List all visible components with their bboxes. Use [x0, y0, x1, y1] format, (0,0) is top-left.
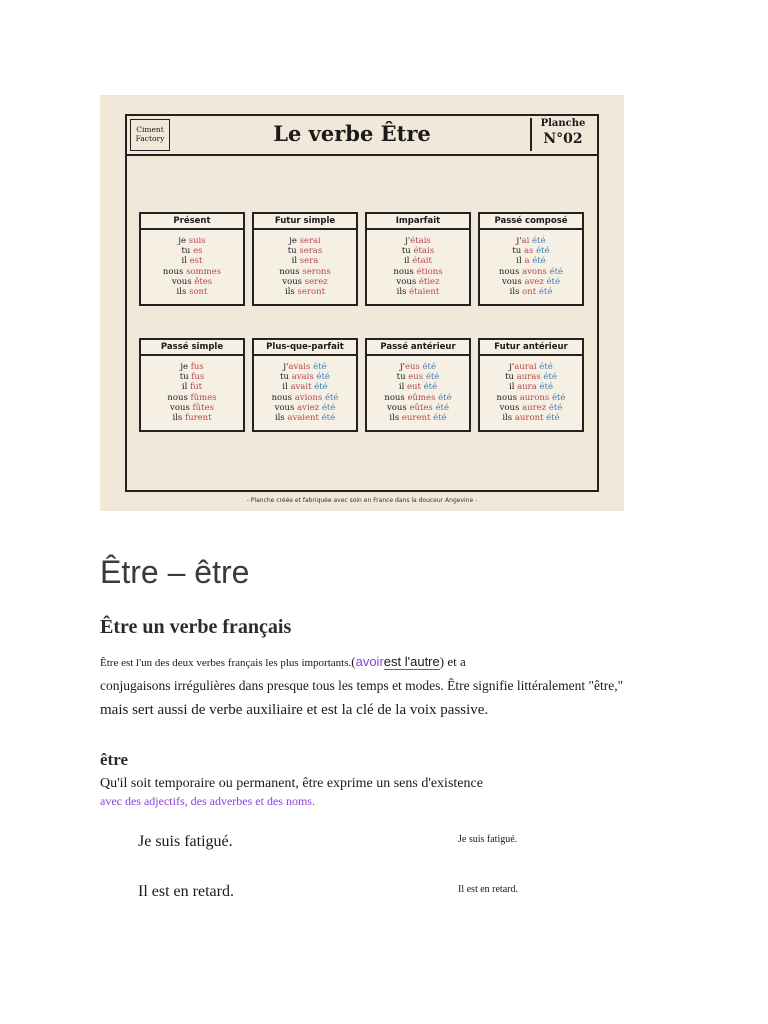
conjugation-line: vous aurez été — [499, 402, 563, 413]
noms-link[interactable]: noms. — [285, 794, 315, 808]
conjugation-line: tu auras été — [505, 372, 557, 383]
poster-frame — [125, 114, 599, 504]
page-title: Être – être — [100, 554, 250, 590]
poster-title: Le verbe Être — [273, 121, 431, 146]
conjugation-line: il sera — [291, 256, 319, 267]
conjugation-line: vous étiez — [396, 276, 440, 287]
conjugation-line: il avait été — [282, 382, 328, 393]
conjugation-list — [141, 230, 243, 297]
conjugation-line: nous sommes — [162, 266, 222, 277]
conjugation-line: il a été — [516, 256, 546, 267]
conjugation-line: nous eûmes été — [384, 392, 452, 403]
conjugation-line: ils auront été — [502, 413, 560, 424]
conjugation-list — [367, 356, 469, 423]
conjugation-line: je fus — [180, 362, 204, 372]
intro-paragraph-line3: mais sert aussi de verbe auxiliaire et est la clé de la voix passive. — [100, 702, 489, 718]
conjugation-line: ils furent — [172, 413, 212, 424]
etre-heading: être — [100, 750, 128, 769]
links-and: et des — [252, 794, 286, 808]
conjugation-line: j'aurai été — [509, 362, 553, 372]
tense-box — [365, 338, 471, 432]
conjugation-line: nous étions — [393, 266, 443, 277]
intro-text: Être est l'un des deux verbes français les plus importants. — [100, 657, 352, 669]
conjugation-line: tu eus été — [396, 372, 440, 383]
conjugation-list — [141, 356, 243, 423]
intro-text-end: ) et a — [439, 654, 466, 669]
planche-label-box — [530, 118, 594, 151]
conjugation-line: vous serez — [282, 276, 328, 287]
conjugation-line: ils sont — [176, 287, 208, 298]
section-subheading: Être un verbe français — [100, 616, 292, 638]
example-translation: Il est en retard. — [458, 884, 518, 895]
conjugation-line: nous aurons été — [496, 392, 566, 403]
usage-links — [100, 794, 315, 809]
intro-paragraph-line1 — [100, 654, 700, 670]
conjugation-line: tu as été — [512, 246, 550, 257]
poster-title-band — [127, 116, 597, 156]
links-prefix: avec — [100, 794, 125, 808]
conjugation-line: vous fûtes — [170, 402, 214, 413]
conjugation-line: tu seras — [287, 246, 323, 257]
conjugation-line: j'ai été — [516, 236, 546, 246]
conjugation-line: vous avez été — [501, 276, 561, 287]
verb-poster-image — [100, 95, 624, 511]
conjugation-line: tu avais été — [280, 372, 330, 383]
conjugation-line: vous aviez été — [274, 402, 336, 413]
conjugation-line: vous êtes — [171, 276, 213, 287]
adverbes-link[interactable]: des adverbes — [187, 794, 253, 808]
conjugation-line: j'avais été — [283, 362, 327, 372]
conjugation-list — [367, 230, 469, 297]
conjugation-line: je suis — [178, 236, 206, 246]
conjugation-line: il est — [181, 256, 203, 267]
tense-name: Futur antérieur — [480, 340, 582, 356]
conjugation-line: j'eus été — [399, 362, 437, 372]
conjugation-line: il fut — [181, 382, 203, 393]
planche-label: Planche — [540, 118, 586, 129]
conjugation-list — [254, 356, 356, 423]
avoir-link[interactable]: avoir — [355, 654, 384, 669]
tense-name: Passé antérieur — [367, 340, 469, 356]
example-translation: Je suis fatigué. — [458, 834, 518, 845]
conjugation-line: nous serons — [279, 266, 331, 277]
tense-box — [139, 338, 245, 432]
conjugation-line: il était — [404, 256, 432, 267]
conjugation-line: nous avions été — [271, 392, 339, 403]
conjugation-line: ils étaient — [396, 287, 440, 298]
example-sentence: Il est en retard. — [138, 883, 234, 900]
tense-box — [252, 338, 358, 432]
conjugation-line: il eut été — [398, 382, 438, 393]
tense-box — [139, 212, 245, 306]
logo-line: Factory — [135, 134, 165, 143]
conjugation-line: ils seront — [285, 287, 325, 298]
tense-box — [478, 338, 584, 432]
tense-name: Futur simple — [254, 214, 356, 230]
conjugation-line: je serai — [289, 236, 321, 246]
conjugation-list — [480, 230, 582, 297]
conjugation-line: tu es — [181, 246, 203, 257]
tense-name: Plus-que-parfait — [254, 340, 356, 356]
etre-description: Qu'il soit temporaire ou permanent, être exprime un sens d'existence — [100, 776, 483, 791]
intro-paragraph-line2: conjugaisons irrégulières dans presque tous les temps et modes. Être signifie littéralement "être," — [100, 678, 624, 693]
logo-line: Ciment — [136, 125, 164, 134]
conjugation-line: nous fûmes — [167, 392, 217, 403]
ciment-factory-logo — [130, 119, 170, 151]
paren: ( — [351, 654, 356, 669]
adjectifs-link[interactable]: des adjectifs, — [124, 794, 188, 808]
tense-name: Passé simple — [141, 340, 243, 356]
conjugation-line: vous eûtes été — [387, 402, 449, 413]
tense-box — [252, 212, 358, 306]
conjugation-line: il aura été — [508, 382, 553, 393]
conjugation-line: j'étais — [405, 236, 431, 246]
conjugation-line: nous avons été — [498, 266, 564, 277]
poster-footer: - Planche créée et fabriquée avec soin en France dans la douceur Angevine - — [246, 497, 478, 504]
planche-number: N°02 — [543, 131, 583, 147]
conjugation-line: ils avaient été — [274, 413, 336, 424]
tense-name: Imparfait — [367, 214, 469, 230]
conjugation-line: tu fus — [179, 372, 205, 383]
conjugation-list — [254, 230, 356, 297]
conjugation-line: ils eurent été — [389, 413, 447, 424]
tense-box — [478, 212, 584, 306]
tense-box — [365, 212, 471, 306]
conjugation-line: ils ont été — [509, 287, 553, 298]
tense-name: Passé composé — [480, 214, 582, 230]
autre-link[interactable]: est l'autre — [383, 654, 440, 669]
conjugation-list — [480, 356, 582, 423]
example-sentence: Je suis fatigué. — [138, 833, 233, 850]
tense-name: Présent — [141, 214, 243, 230]
conjugation-line: tu étais — [401, 246, 435, 257]
